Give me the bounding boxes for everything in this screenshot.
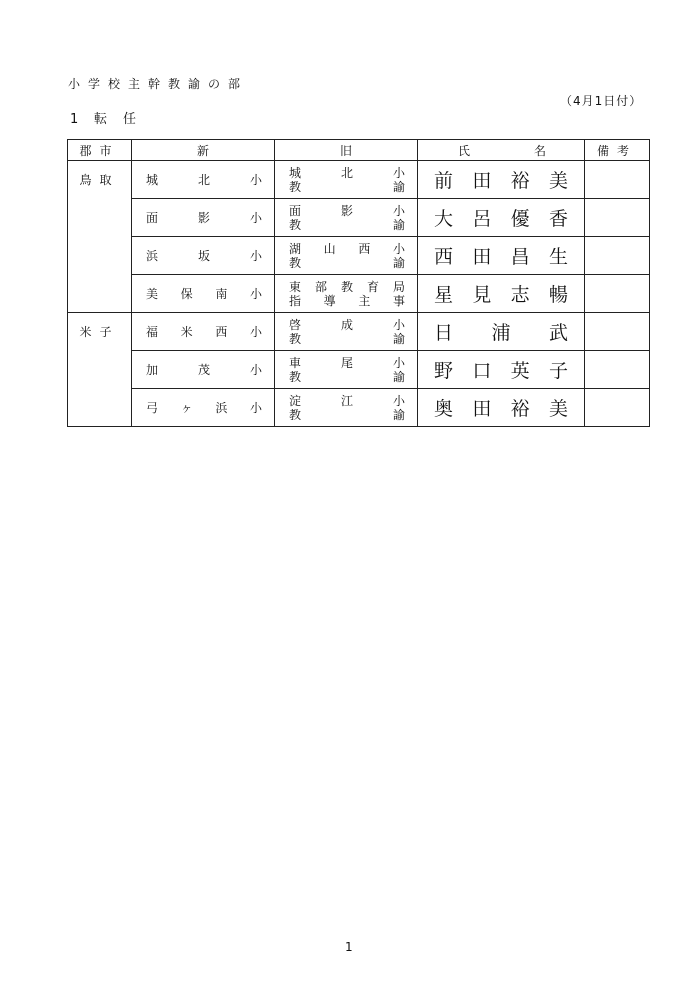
table-row xyxy=(68,199,650,237)
personnel-table xyxy=(67,139,650,427)
new-school-cell: 美 保 南 小 xyxy=(132,275,275,313)
note-cell xyxy=(585,351,650,389)
old-post-cell: 城 北 小 教 諭 xyxy=(275,161,418,199)
section-label: 転任 xyxy=(94,112,153,127)
new-school-cell: 城 北 小 xyxy=(132,161,275,199)
person-name-cell: 野 口 英 子 xyxy=(418,351,585,389)
new-school-cell: 面 影 小 xyxy=(132,199,275,237)
note-cell xyxy=(585,389,650,427)
person-name-cell: 前 田 裕 美 xyxy=(418,161,585,199)
table-row xyxy=(68,313,650,351)
person-name-cell: 大 呂 優 香 xyxy=(418,199,585,237)
section-number: 1 xyxy=(70,112,79,127)
old-post-cell: 湖 山 西 小 教 諭 xyxy=(275,237,418,275)
note-cell xyxy=(585,199,650,237)
note-cell xyxy=(585,161,650,199)
person-name-cell: 日 浦 武 xyxy=(418,313,585,351)
person-name-cell: 西 田 昌 生 xyxy=(418,237,585,275)
header-name: 氏 名 xyxy=(418,140,585,161)
header-note: 備考 xyxy=(585,140,650,161)
document-title: 小学校主幹教諭の部 xyxy=(68,77,249,91)
old-post-cell: 淀 江 小 教 諭 xyxy=(275,389,418,427)
note-cell xyxy=(585,237,650,275)
note-cell xyxy=(585,313,650,351)
page-number: 1 xyxy=(345,940,353,954)
note-cell xyxy=(585,275,650,313)
new-school-cell: 浜 坂 小 xyxy=(132,237,275,275)
header-gun: 郡市 xyxy=(68,140,132,161)
old-post-cell: 面 影 小 教 諭 xyxy=(275,199,418,237)
old-post-cell: 車 尾 小 教 諭 xyxy=(275,351,418,389)
person-name-cell: 奥 田 裕 美 xyxy=(418,389,585,427)
old-post-cell: 東 部 教 育 局 指 導 主 事 xyxy=(275,275,418,313)
table-row xyxy=(68,351,650,389)
district-cell: 鳥取 xyxy=(68,161,132,313)
new-school-cell: 加 茂 小 xyxy=(132,351,275,389)
person-name-cell: 星 見 志 暢 xyxy=(418,275,585,313)
header-new: 新 xyxy=(132,140,275,161)
new-school-cell: 福 米 西 小 xyxy=(132,313,275,351)
section-heading xyxy=(70,108,152,127)
table-header-row xyxy=(68,140,650,161)
district-cell: 米子 xyxy=(68,313,132,427)
table-row xyxy=(68,275,650,313)
table-row xyxy=(68,161,650,199)
table-row xyxy=(68,389,650,427)
new-school-cell: 弓 ヶ 浜 小 xyxy=(132,389,275,427)
effective-date: （4月1日付） xyxy=(560,94,643,108)
header-old: 旧 xyxy=(275,140,418,161)
table-row xyxy=(68,237,650,275)
old-post-cell: 啓 成 小 教 諭 xyxy=(275,313,418,351)
